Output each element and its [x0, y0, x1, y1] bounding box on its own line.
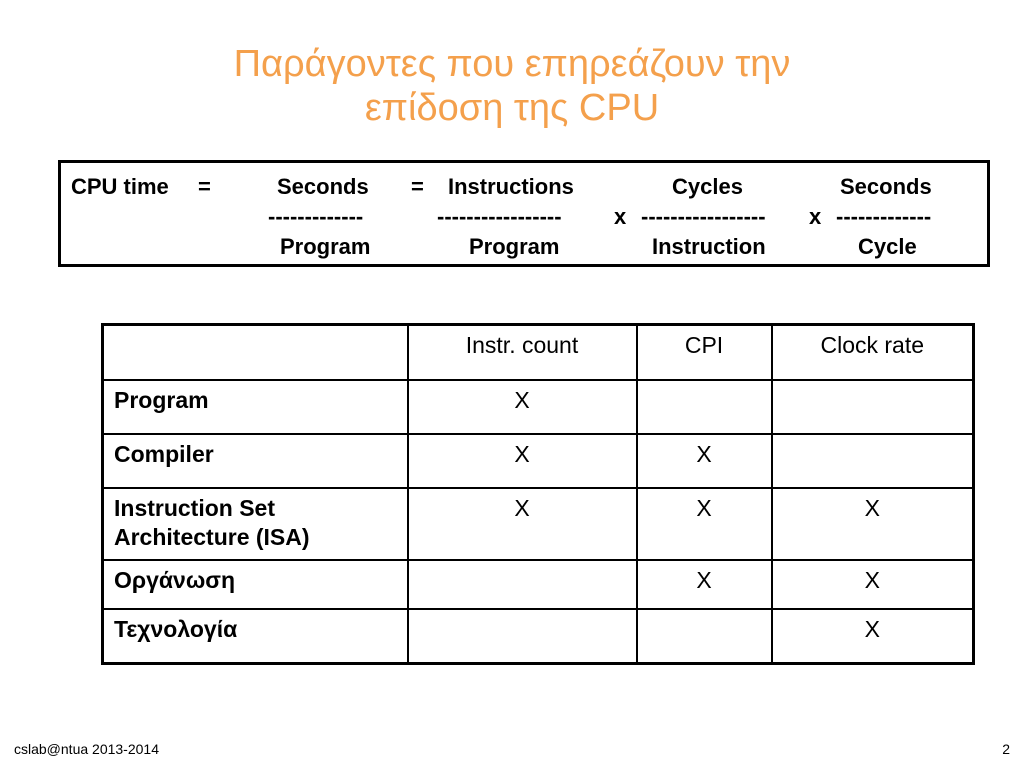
- formula-cycles-numerator: Cycles: [672, 174, 743, 199]
- row-label-compiler: Compiler: [103, 434, 408, 488]
- formula-equals: =: [411, 174, 424, 199]
- slide-title: [0, 42, 1024, 130]
- table-header-cell: [103, 325, 408, 380]
- formula-times: x: [809, 204, 822, 229]
- table-row: [103, 488, 974, 560]
- performance-factors-table: [101, 323, 975, 665]
- formula-fraction-bar: -------------: [268, 204, 364, 229]
- row-label-organization: Οργάνωση: [103, 560, 408, 609]
- table-row: [103, 609, 974, 664]
- formula-fraction-bar: -----------------: [641, 204, 766, 229]
- formula-program-denominator: Program: [469, 234, 560, 259]
- slide-title-line2: επίδοση της CPU: [364, 87, 660, 129]
- formula-times: x: [614, 204, 627, 229]
- page-number: 2: [1002, 741, 1010, 757]
- formula-seconds-numerator: Seconds: [277, 174, 369, 199]
- table-cell: X: [408, 488, 637, 560]
- table-header-instr-count: Instr. count: [408, 325, 637, 380]
- table-header-row: [103, 325, 974, 380]
- formula-instructions-numerator: Instructions: [448, 174, 574, 199]
- table-row: [103, 434, 974, 488]
- formula-cycle-denominator: Cycle: [858, 234, 917, 259]
- formula-seconds-numerator: Seconds: [840, 174, 932, 199]
- formula-instruction-denominator: Instruction: [652, 234, 766, 259]
- table-cell: [408, 609, 637, 664]
- table-cell: X: [637, 560, 772, 609]
- formula-equals: =: [198, 174, 211, 199]
- formula-fraction-bar: -----------------: [437, 204, 562, 229]
- slide-title-line1: Παράγοντες που επηρεάζουν την: [233, 43, 791, 85]
- footer-source: cslab@ntua 2013-2014: [14, 741, 159, 757]
- formula-cpu-time: CPU time: [71, 174, 169, 199]
- cpu-time-formula: [58, 160, 990, 267]
- table-cell: X: [408, 380, 637, 434]
- table-cell: [637, 609, 772, 664]
- row-label-isa-line2: Architecture (ISA): [114, 523, 310, 550]
- table-cell: X: [772, 488, 974, 560]
- table-cell: X: [408, 434, 637, 488]
- table-cell: X: [637, 488, 772, 560]
- table-cell: X: [772, 560, 974, 609]
- formula-fraction-bar: -------------: [836, 204, 932, 229]
- table-header-cpi: CPI: [637, 325, 772, 380]
- table-cell: [772, 380, 974, 434]
- table-row: [103, 380, 974, 434]
- row-label-isa: [103, 488, 408, 560]
- table-header-clock-rate: Clock rate: [772, 325, 974, 380]
- table-cell: [772, 434, 974, 488]
- table-cell: X: [637, 434, 772, 488]
- table-row: [103, 560, 974, 609]
- table-cell: X: [772, 609, 974, 664]
- row-label-isa-line1: Instruction Set: [114, 494, 276, 521]
- table-cell: [408, 560, 637, 609]
- row-label-program: Program: [103, 380, 408, 434]
- row-label-technology: Τεχνολογία: [103, 609, 408, 664]
- formula-program-denominator: Program: [280, 234, 371, 259]
- table-cell: [637, 380, 772, 434]
